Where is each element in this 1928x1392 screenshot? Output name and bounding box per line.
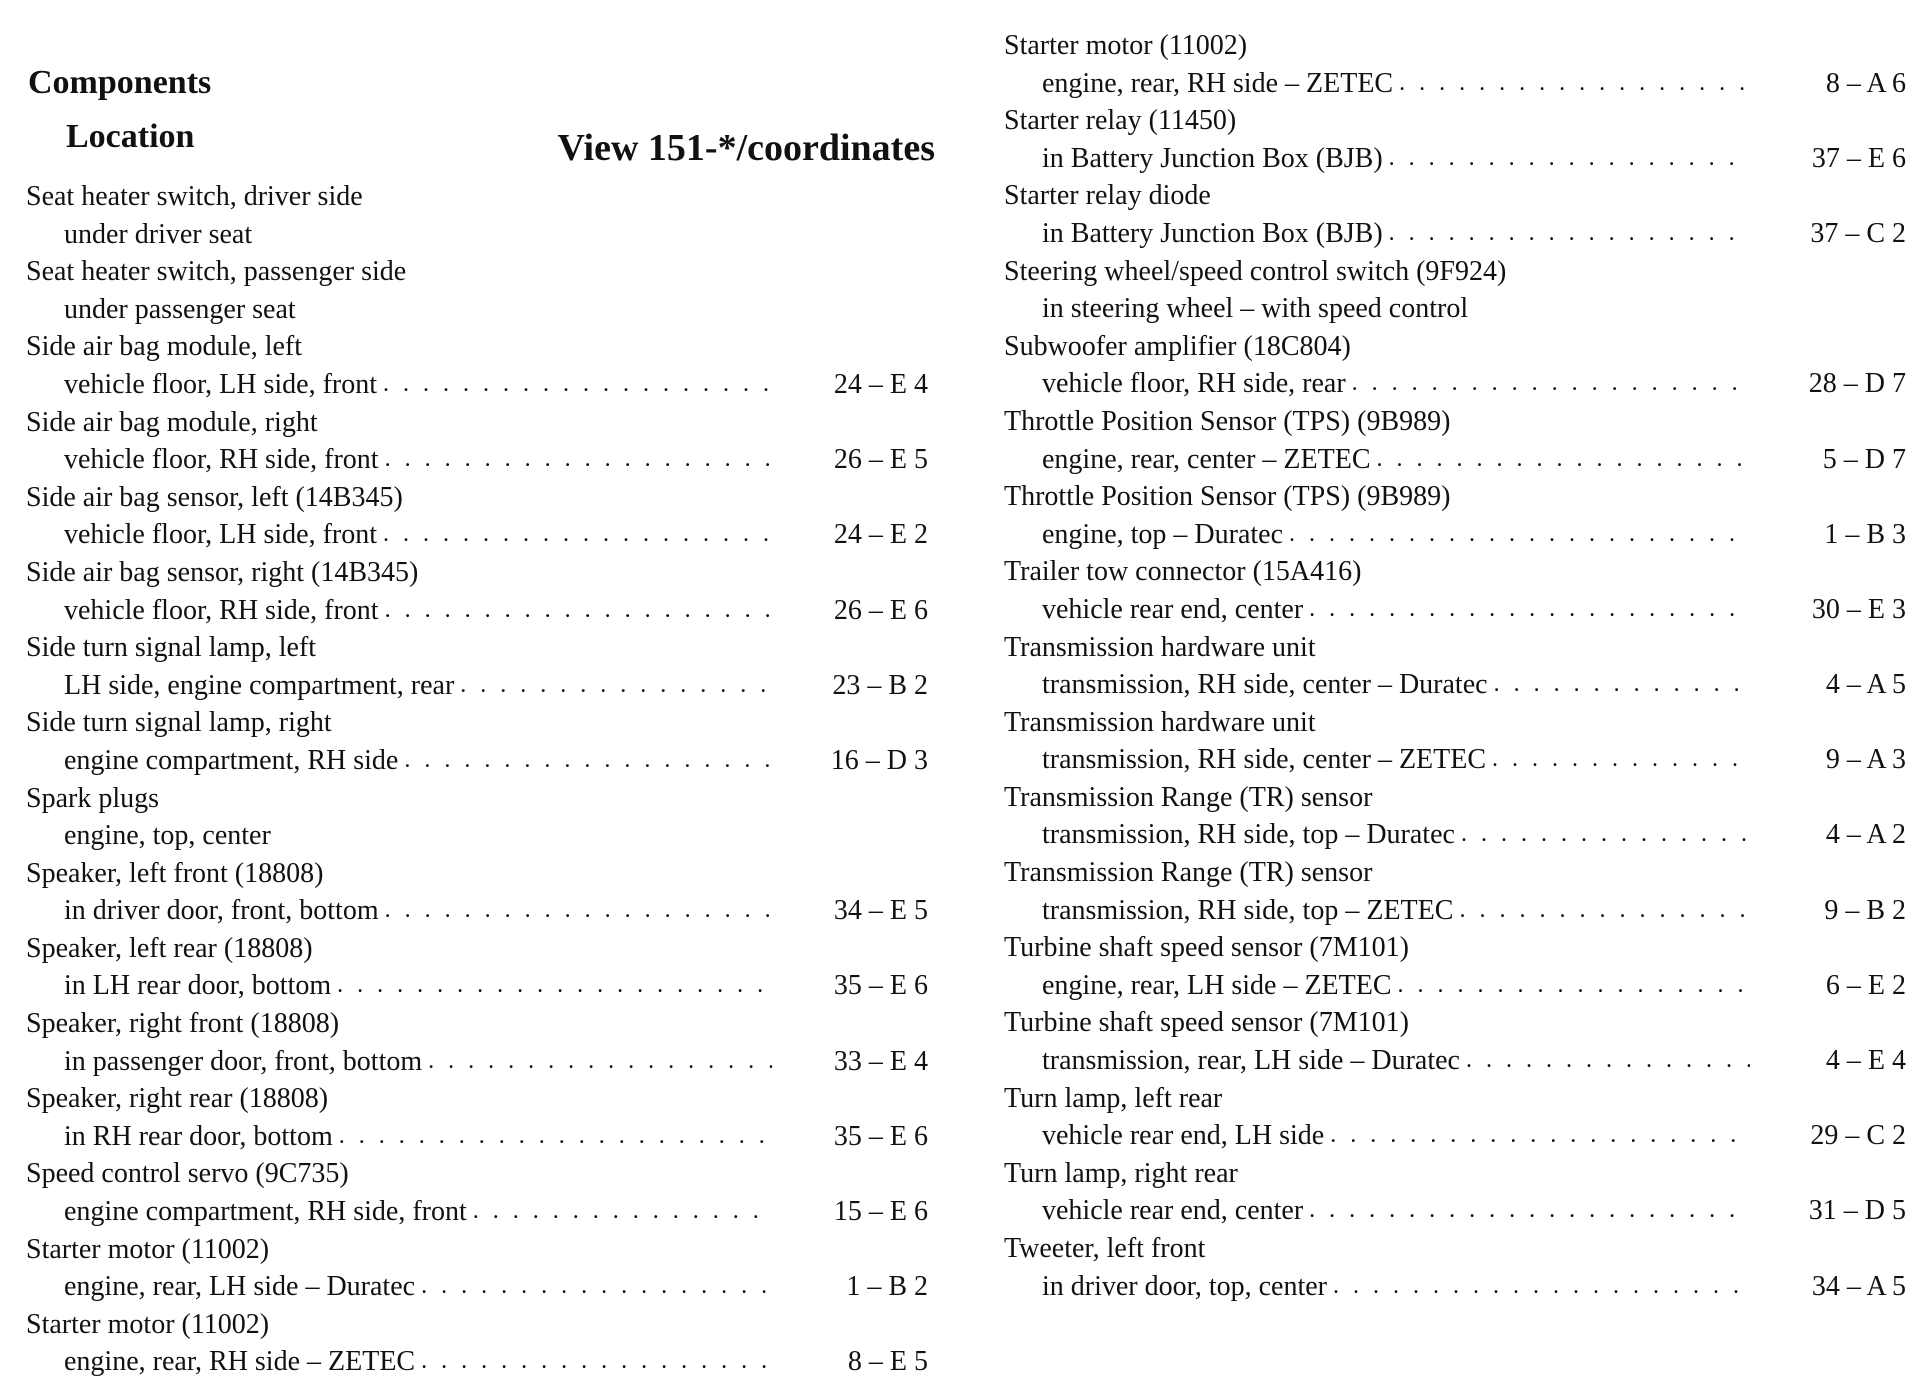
view-coordinate: 8 – A 6 [1825, 67, 1906, 99]
component-name: Starter motor (11002) [26, 1233, 270, 1265]
component-location-row [24, 817, 930, 855]
view-coordinate: 26 – E 5 [833, 444, 928, 476]
component-name: Starter motor (11002) [1004, 30, 1248, 61]
component-location: LH side, engine compartment, rear [64, 669, 455, 701]
component-location: engine compartment, RH side [64, 744, 399, 776]
view-coordinate: 24 – E 2 [833, 519, 928, 551]
component-location-row [1002, 441, 1908, 479]
dot-leader [1377, 441, 1751, 479]
component-name: Transmission hardware unit [1004, 631, 1316, 663]
component-location-row [1002, 65, 1908, 103]
component-name: Speaker, left front (18808) [26, 857, 324, 889]
component-location: engine compartment, RH side, front [64, 1196, 467, 1228]
dot-leader [1389, 215, 1750, 253]
component-location-row [24, 1118, 930, 1156]
dot-leader [1389, 140, 1750, 178]
component-location-row [24, 1343, 930, 1381]
view-coordinate: 1 – B 3 [1824, 518, 1906, 550]
component-name: Seat heater switch, passenger side [26, 256, 407, 288]
component-location: under driver seat [64, 218, 253, 250]
view-coordinate: 37 – C 2 [1810, 217, 1906, 249]
component-name: Throttle Position Sensor (TPS) (9B989) [1004, 481, 1451, 513]
component-name: Side turn signal lamp, left [26, 632, 317, 664]
dot-leader [385, 592, 772, 630]
dot-leader [421, 1343, 772, 1381]
component-name: Turn lamp, left rear [1004, 1082, 1223, 1114]
view-coordinate: 24 – E 4 [833, 368, 928, 400]
component-location-row [1002, 741, 1908, 779]
component-name: Turbine shaft speed sensor (7M101) [1004, 932, 1409, 964]
view-coordinate: 30 – E 3 [1811, 593, 1906, 625]
dot-leader [383, 366, 772, 404]
component-location-row [1002, 140, 1908, 178]
component-location-row [24, 1268, 930, 1306]
component-location-row [1002, 816, 1908, 854]
component-location-row [24, 366, 930, 404]
component-location: in RH rear door, bottom [64, 1120, 333, 1152]
dot-leader [421, 1268, 772, 1306]
location-column-heading: Location [66, 118, 195, 155]
component-location-row [1002, 365, 1908, 403]
component-name: Transmission Range (TR) sensor [1004, 857, 1373, 889]
component-location: transmission, RH side, top – ZETEC [1042, 894, 1454, 926]
dot-leader [1289, 516, 1750, 554]
component-location: engine, rear, LH side – ZETEC [1042, 969, 1392, 1001]
component-name: Starter relay diode [1004, 180, 1211, 212]
component-location-row [1002, 1042, 1908, 1080]
component-location: transmission, RH side, center – Duratec [1042, 669, 1488, 701]
component-location: in passenger door, front, bottom [64, 1045, 423, 1077]
component-location: vehicle rear end, LH side [1042, 1120, 1325, 1152]
component-location-row [24, 516, 930, 554]
component-location-row [24, 667, 930, 705]
component-location: vehicle rear end, center [1042, 1195, 1304, 1227]
component-location: in Battery Junction Box (BJB) [1042, 217, 1383, 249]
view-coordinate: 4 – A 5 [1825, 669, 1906, 701]
component-name: Speed control servo (9C735) [26, 1158, 349, 1190]
component-name: Trailer tow connector (15A416) [1004, 556, 1362, 588]
component-location-row [1002, 1192, 1908, 1230]
dot-leader [1309, 591, 1750, 629]
view-coordinate: 4 – A 2 [1825, 819, 1906, 851]
view-coordinate: 6 – E 2 [1825, 969, 1906, 1001]
dot-leader [1352, 365, 1750, 403]
component-location: engine, rear, center – ZETEC [1042, 443, 1371, 475]
dot-leader [1399, 65, 1750, 103]
dot-leader [428, 1043, 772, 1081]
dot-leader [1494, 666, 1750, 704]
component-location: vehicle floor, RH side, front [64, 594, 379, 626]
view-coordinate: 9 – B 2 [1824, 894, 1906, 926]
component-name: Turbine shaft speed sensor (7M101) [1004, 1007, 1409, 1039]
component-name: Steering wheel/speed control switch (9F924) [1004, 255, 1507, 287]
view-coordinate: 34 – A 5 [1811, 1270, 1906, 1302]
component-location-row [1002, 215, 1908, 253]
component-location: in driver door, front, bottom [64, 895, 379, 927]
component-location: transmission, RH side, top – Duratec [1042, 819, 1455, 851]
component-location-row [1002, 892, 1908, 930]
view-coordinate: 31 – D 5 [1808, 1195, 1906, 1227]
right-entries-list [1002, 27, 1908, 1305]
view-coordinate: 34 – E 5 [833, 895, 928, 927]
component-name: Side air bag sensor, left (14B345) [26, 481, 403, 513]
component-name: Starter relay (11450) [1004, 105, 1237, 137]
component-location: transmission, rear, LH side – Duratec [1042, 1045, 1460, 1077]
component-location: transmission, RH side, center – ZETEC [1042, 744, 1487, 776]
component-location-row [24, 742, 930, 780]
component-location-row [1002, 290, 1908, 328]
dot-leader [460, 667, 772, 705]
component-location-row [24, 216, 930, 254]
component-location-row [1002, 967, 1908, 1005]
component-location: vehicle floor, LH side, front [64, 519, 378, 551]
component-location-row [1002, 1268, 1908, 1306]
dot-leader [385, 441, 772, 479]
component-name: Side air bag sensor, right (14B345) [26, 556, 419, 588]
component-location-row [24, 291, 930, 329]
component-name: Subwoofer amplifier (18C804) [1004, 330, 1351, 362]
component-location-row [24, 892, 930, 930]
view-coordinate: 35 – E 6 [833, 1120, 928, 1152]
component-location: in LH rear door, bottom [64, 970, 332, 1002]
view-coordinate: 15 – E 6 [833, 1196, 928, 1228]
component-location: engine, top – Duratec [1042, 518, 1284, 550]
view-coordinate: 23 – B 2 [832, 669, 928, 701]
view-coordinate: 4 – E 4 [1825, 1045, 1906, 1077]
dot-leader [383, 516, 772, 554]
component-name: Starter motor (11002) [26, 1308, 270, 1340]
dot-leader [385, 892, 772, 930]
component-name: Speaker, left rear (18808) [26, 932, 313, 964]
component-name: Spark plugs [26, 782, 159, 814]
dot-leader [1461, 816, 1750, 854]
left-entries-list [24, 178, 930, 1381]
component-location: vehicle rear end, center [1042, 593, 1304, 625]
component-name: Speaker, right rear (18808) [26, 1083, 329, 1115]
component-location: vehicle floor, RH side, front [64, 444, 379, 476]
component-location-row [24, 441, 930, 479]
view-coordinate: 26 – E 6 [833, 594, 928, 626]
view-coordinate: 35 – E 6 [833, 970, 928, 1002]
component-location-row [1002, 666, 1908, 704]
component-location: engine, rear, LH side – Duratec [64, 1271, 416, 1303]
view-coordinate: 1 – B 2 [846, 1271, 928, 1303]
component-location-row [24, 1193, 930, 1231]
component-location-row [24, 1043, 930, 1081]
component-location: engine, top, center [64, 820, 271, 852]
component-location-row [1002, 591, 1908, 629]
section-title: Components [28, 64, 212, 101]
view-coordinate: 9 – A 3 [1825, 744, 1906, 776]
dot-leader [1333, 1268, 1750, 1306]
dot-leader [1398, 967, 1750, 1005]
component-location: in steering wheel – with speed control [1042, 293, 1469, 325]
component-name: Seat heater switch, driver side [26, 181, 363, 212]
component-name: Side air bag module, left [26, 331, 303, 363]
view-coordinate: 33 – E 4 [833, 1045, 928, 1077]
component-name: Throttle Position Sensor (TPS) (9B989) [1004, 405, 1451, 437]
component-location: in driver door, top, center [1042, 1270, 1328, 1302]
view-coordinate: 16 – D 3 [830, 744, 928, 776]
dot-leader [1459, 892, 1750, 930]
component-name: Side air bag module, right [26, 406, 318, 438]
component-location-row [24, 592, 930, 630]
component-name: Turn lamp, right rear [1004, 1157, 1238, 1189]
component-name: Transmission Range (TR) sensor [1004, 781, 1373, 813]
component-location-row [1002, 1117, 1908, 1155]
dot-leader [1466, 1042, 1750, 1080]
component-location: engine, rear, RH side – ZETEC [1042, 67, 1394, 99]
dot-leader [1309, 1192, 1750, 1230]
dot-leader [337, 967, 772, 1005]
dot-leader [473, 1193, 772, 1231]
view-coordinate: 8 – E 5 [847, 1346, 928, 1378]
dot-leader [404, 742, 772, 780]
component-location: engine, rear, RH side – ZETEC [64, 1346, 416, 1378]
component-location: vehicle floor, RH side, rear [1042, 368, 1346, 400]
dot-leader [1330, 1117, 1750, 1155]
component-location-row [24, 967, 930, 1005]
component-name: Transmission hardware unit [1004, 706, 1316, 738]
component-location: under passenger seat [64, 293, 296, 325]
component-location: vehicle floor, LH side, front [64, 368, 378, 400]
component-location: in Battery Junction Box (BJB) [1042, 142, 1383, 174]
view-coordinate: 5 – D 7 [1822, 443, 1906, 475]
component-name: Tweeter, left front [1004, 1233, 1206, 1264]
dot-leader [339, 1118, 772, 1156]
view-coordinate: 28 – D 7 [1808, 368, 1906, 400]
view-coordinate: 37 – E 6 [1811, 142, 1906, 174]
component-location-row [1002, 516, 1908, 554]
view-coordinates-column-heading: View 151-*/coordinates [557, 127, 935, 169]
dot-leader [1492, 741, 1750, 779]
view-coordinate: 29 – C 2 [1810, 1120, 1906, 1152]
component-name: Side turn signal lamp, right [26, 707, 332, 739]
component-name: Speaker, right front (18808) [26, 1008, 340, 1040]
